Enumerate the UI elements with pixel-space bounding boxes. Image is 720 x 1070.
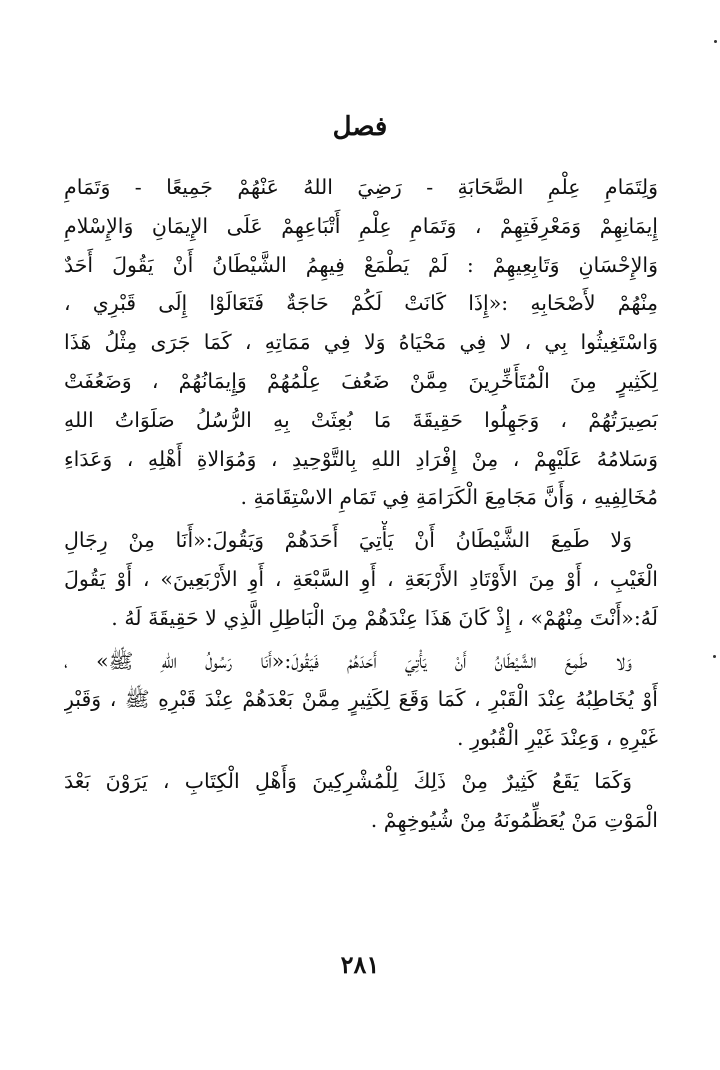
section-heading: فصل bbox=[332, 112, 388, 142]
text-line: وَكَمَا يَقَعُ كَثِيرٌ مِنْ ذَلِكَ لِلْمُشْرِكِينَ وَأَهْلِ الْكِتَابِ ، يَرَوْنَ بَعْدَ bbox=[64, 768, 632, 793]
text-line: مِنْهُمْ لأَصْحَابِهِ :«إِذَا كَانَتْ لَكُمْ حَاجَةٌ فَتَعَالَوْا إِلَى قَبْرِي ، bbox=[64, 291, 658, 316]
text-line: الْمَوْتِ مَنْ يُعَظِّمُونَهُ مِنْ شُيُوخِهِمْ . bbox=[370, 807, 658, 832]
text-line: وَاسْتَغِيثُوا بِي ، لا فِي مَحْيَاهُ وَلا فِي مَمَاتِهِ ، كَمَا جَرَى مِثْلُ هَذَا bbox=[64, 330, 658, 355]
scan-speck bbox=[713, 655, 716, 658]
text-line: غَيْرِهِ ، وَعِنْدَ غَيْرِ الْقُبُورِ . bbox=[457, 726, 658, 751]
scan-speck bbox=[714, 40, 717, 43]
text-line: وَلِتَمَامِ عِلْمِ الصَّحَابَةِ - رَضِيَ اللهُ عَنْهُمْ جَمِيعًا - وَتَمَامِ bbox=[64, 175, 658, 199]
text-line: أَوْ يُخَاطِبُهُ عِنْدَ الْقَبْرِ ، كَمَا وَقَعَ لِكَثِيرٍ مِمَّنْ بَعْدَهُمْ عِنْدَ قَبْرِهِ ﷺ ، وَقَبْرِ bbox=[64, 687, 658, 712]
text-line: لَهُ:«أَنْتَ مِنْهُمْ» ، إِذْ كَانَ هَذَا عِنْدَهُمْ مِنَ الْبَاطِلِ الَّذِي لا حَقِيقَةَ لَهُ . bbox=[111, 605, 658, 630]
text-line: الْغَيْبِ ، أَوْ مِنَ الأَوْتَادِ الأَرْبَعَةِ ، أَوِ السَّبْعَةِ ، أَوِ الأَرْبَعِينَ» ، أَوْ يَقُولَ bbox=[64, 566, 658, 591]
page-number: ٢٨١ bbox=[340, 950, 380, 979]
text-line: لِكَثِيرٍ مِنَ الْمُتَأَخِّرِينَ مِمَّنْ ضَعُفَ عِلْمُهُمْ وَإِيمَانُهُمْ ، وَضَعُفَتْ bbox=[64, 368, 658, 393]
body-text bbox=[64, 168, 658, 840]
text-line: مُخَالِفِيهِ ، وَأَنَّ مَجَامِعَ الْكَرَامَةِ فِي تَمَامِ الاسْتِقَامَةِ . bbox=[240, 485, 658, 510]
text-line: إِيمَانِهِمْ وَمَعْرِفَتِهِمْ ، وَتَمَامِ عِلْمِ أَتْبَاعِهِمْ عَلَى الإِيمَانِ وَالإِسْلامِ bbox=[64, 213, 658, 238]
text-line: وَلا طَمِعَ الشَّيْطَانُ أَنْ يَأْتِيَ أَحَدَهُمْ فَيَقُولَ:«أَنَا رَسُولُ اللهِ ﷺ» ، bbox=[64, 648, 632, 673]
text-line: وَسَلامُهُ عَلَيْهِمْ ، مِنْ إِفْرَادِ اللهِ بِالتَّوْحِيدِ ، وَمُوَالاةِ أَهْلِهِ ، وَعَدَاءِ bbox=[64, 446, 658, 471]
text-line: بَصِيرَتُهُمْ ، وَجَهِلُوا حَقِيقَةَ مَا بُعِثَتْ بِهِ الرُّسُلُ صَلَوَاتُ اللهِ bbox=[64, 407, 658, 432]
text-line: وَلا طَمِعَ الشَّيْطَانُ أَنْ يَأْتِيَ أَحَدَهُمْ وَيَقُولَ:«أَنَا مِنْ رِجَالِ bbox=[64, 528, 632, 553]
text-line: وَالإِحْسَانِ وَتَابِعِيهِمْ : لَمْ يَطْمَعْ فِيهِمُ الشَّيْطَانُ أَنْ يَقُولَ أَحَدٌ bbox=[64, 252, 658, 277]
